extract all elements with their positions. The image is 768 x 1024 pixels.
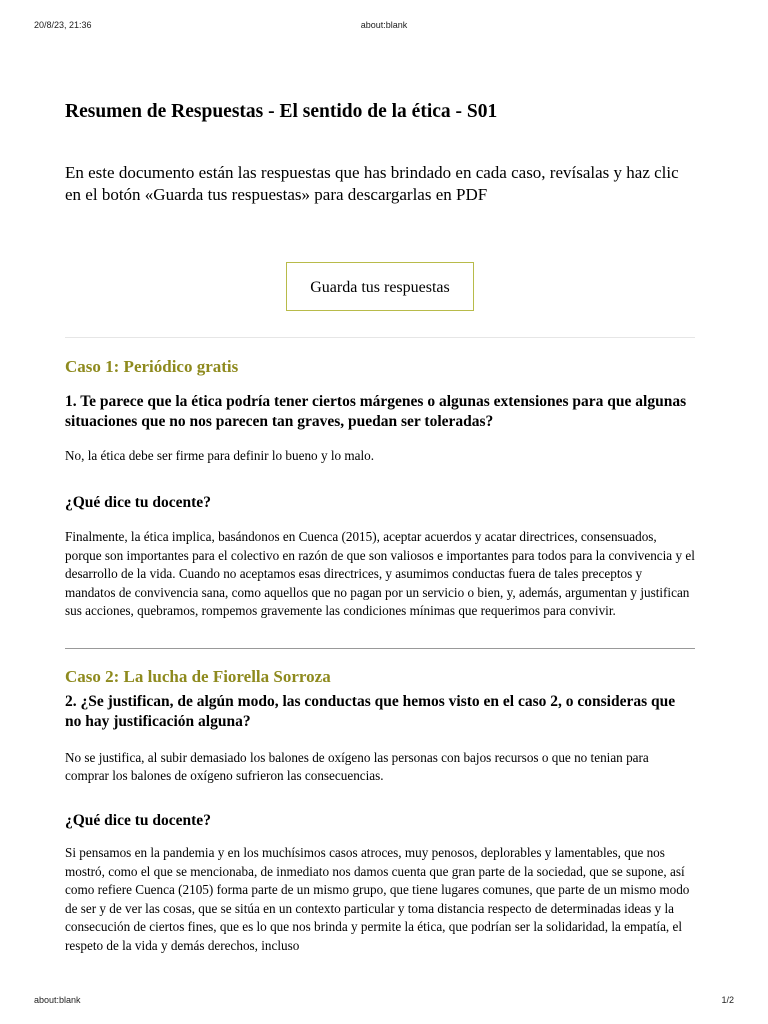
case-1-section [65, 356, 695, 621]
teacher-comment: Si pensamos en la pandemia y en los muchísimos casos atroces, muy penosos, deplorables y lamentables, que nos mostró, como el que se mencionaba, de inmediato nos damos cuenta que gran parte de la sociedad, que se supone, así como refiere Cuenca (2105) forma parte de un mismo grupo, que tiene lugares comunes, que parte de un mismo modo de ser y de ver las cosas, que se sitúa en un contexto particular y toma distancia respecto de determinadas ideas y la consecución de ciertos fines, que es lo que nos brinda y permite la ética, que podrían ser la solidaridad, la empatía, el respeto de la vida y demás derechos, incluso [65, 844, 690, 953]
case-title: Caso 2: La lucha de Fiorella Sorroza [65, 666, 331, 686]
case-answer: No se justifica, al subir demasiado los balones de oxígeno las personas con bajos recursos o que no tenian para comprar los balones de oxígeno sufrieron las consecuencias. [65, 749, 649, 783]
save-responses-button[interactable]: Guarda tus respuestas [286, 262, 474, 311]
print-footer [34, 995, 734, 1007]
document-body [65, 98, 695, 956]
case-2-section [65, 666, 695, 956]
print-header [34, 20, 734, 32]
teacher-comment: Finalmente, la ética implica, basándonos en Cuenca (2015), aceptar acuerdos y acatar directrices, consensuados, porque son importantes para el colectivo en razón de que son valiosos e importantes para todos para la convivencia y el desarrollo de la vida. Cuando no aceptamos esas directrices, y asumimos conductas fuera de tales preceptos y mandatos de convivencia sana, como aquellos que no pagan por un servicio o bien, y, además, argumentan y justifican sus acciones, quebramos, rompemos gravemente las condiciones mínimas que requerimos para convivir. [65, 529, 695, 619]
document-title: Resumen de Respuestas - El sentido de la ética - S01 [65, 101, 498, 122]
print-url: about:blank [360, 20, 408, 30]
case-answer: No, la ética debe ser firme para definir lo bueno y lo malo. [65, 448, 375, 463]
save-button-wrapper [65, 262, 695, 311]
print-datetime: 20/8/23, 21:36 [34, 20, 92, 30]
page-number: 1/2 [721, 995, 734, 1005]
footer-url: about:blank [34, 995, 81, 1005]
case-title: Caso 1: Periódico gratis [65, 357, 239, 376]
case-divider [65, 648, 695, 649]
teacher-heading: ¿Qué dice tu docente? [65, 494, 211, 511]
case-question: 2. ¿Se justifican, de algún modo, las conductas que hemos visto en el caso 2, o consideras que no hay justificación alguna? [65, 692, 676, 730]
intro-text: En este documento están las respuestas que has brindado en cada caso, revísalas y haz clic en el botón «Guarda tus respuestas» para descargarlas en PDF [65, 163, 679, 204]
section-divider [65, 337, 695, 338]
teacher-heading: ¿Qué dice tu docente? [65, 811, 211, 829]
case-question: 1. Te parece que la ética podría tener ciertos márgenes o algunas extensiones para que algunas situaciones que no nos parecen tan graves, puedan ser toleradas? [65, 393, 687, 430]
